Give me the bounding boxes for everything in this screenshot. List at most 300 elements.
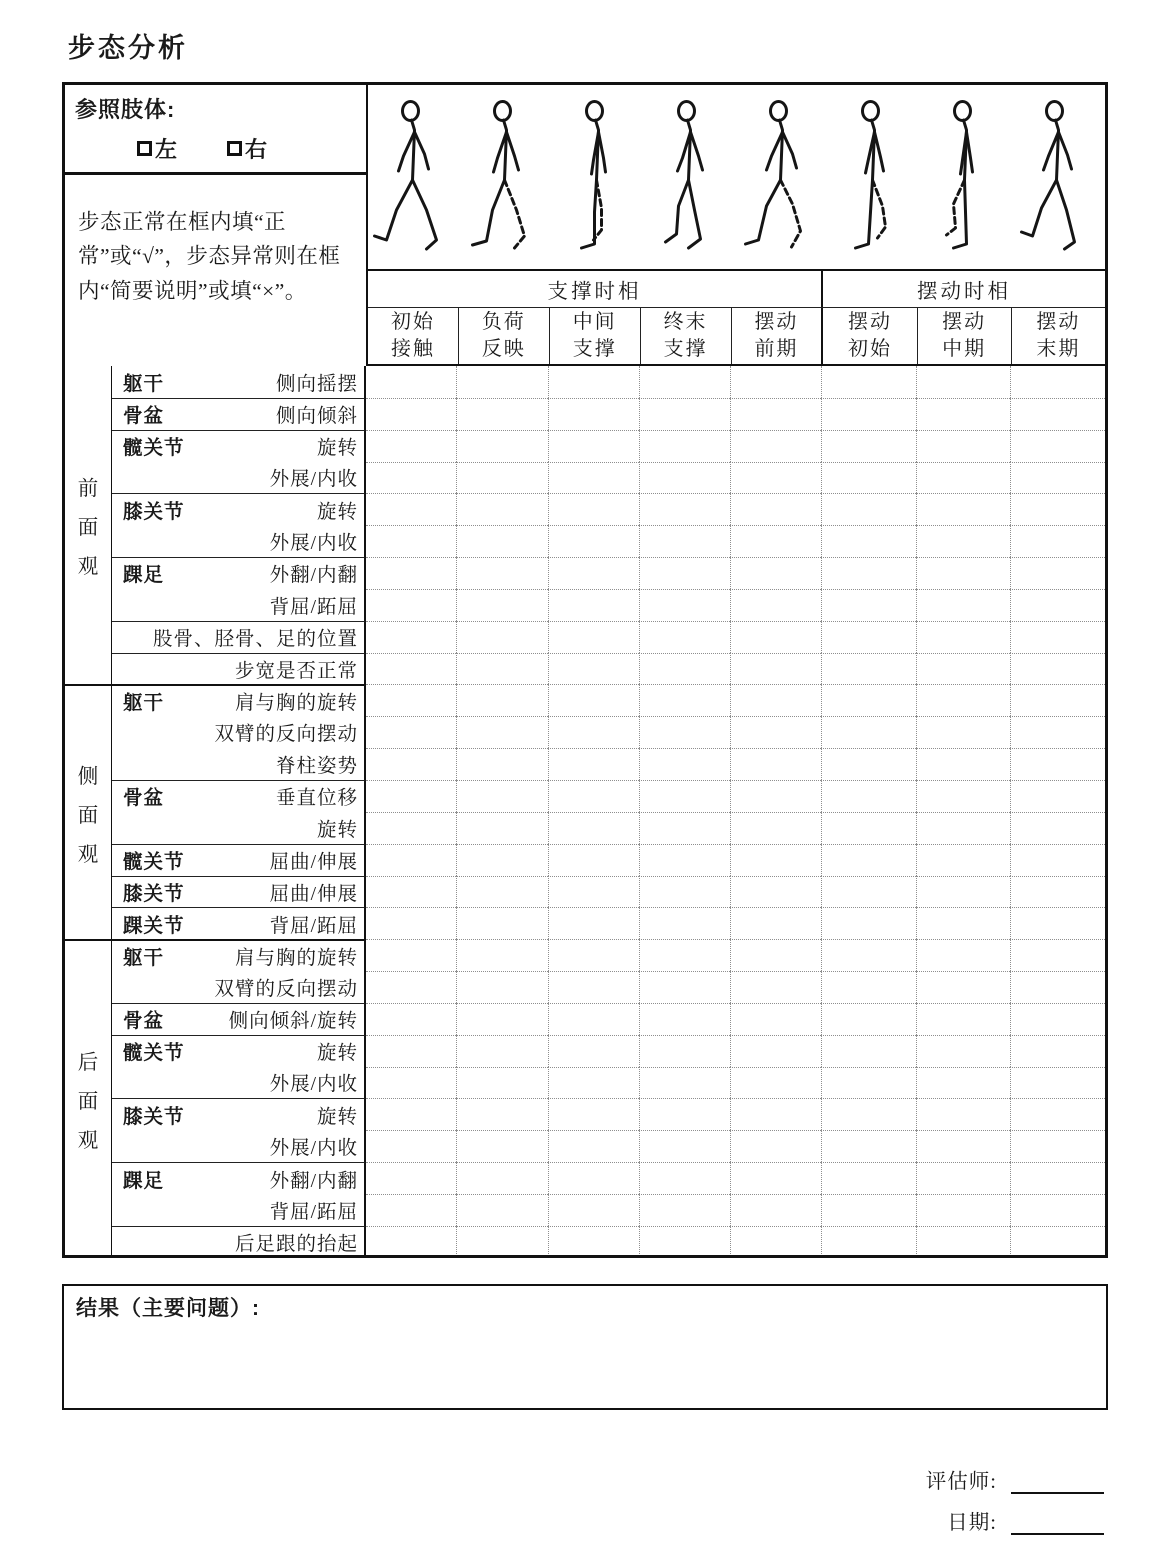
grade-cell[interactable]: [730, 398, 821, 430]
organ-label: 膝关节: [123, 882, 185, 905]
grade-cell[interactable]: [1010, 748, 1105, 780]
grade-cell[interactable]: [456, 1162, 547, 1194]
grade-cell[interactable]: [366, 366, 456, 398]
grade-cell[interactable]: [548, 844, 639, 876]
table-row: [112, 939, 1105, 971]
column-header: [731, 308, 822, 364]
grade-cell[interactable]: [639, 525, 730, 557]
table-row: [112, 430, 1105, 462]
grade-cell[interactable]: [1010, 366, 1105, 398]
view-label-char: 后: [77, 1052, 99, 1075]
observation-item-label: 旋转: [316, 1106, 358, 1128]
result-label: 结果（主要问题）:: [76, 1297, 260, 1320]
grade-cell[interactable]: [639, 716, 730, 748]
grade-cell[interactable]: [916, 1003, 1011, 1035]
grade-cell[interactable]: [821, 1067, 916, 1099]
grade-cell[interactable]: [639, 366, 730, 398]
grade-cell[interactable]: [730, 748, 821, 780]
grade-cell[interactable]: [456, 653, 547, 685]
grade-cell[interactable]: [730, 589, 821, 621]
grade-cell[interactable]: [916, 876, 1011, 908]
grade-cell[interactable]: [730, 557, 821, 589]
grade-cell[interactable]: [1010, 1067, 1105, 1099]
grade-cell[interactable]: [366, 780, 456, 812]
grade-cell[interactable]: [456, 971, 547, 1003]
table-row: [112, 1226, 1105, 1255]
grade-cell[interactable]: [366, 462, 456, 494]
grade-cell[interactable]: [639, 1130, 730, 1162]
grade-cell[interactable]: [730, 939, 821, 971]
observation-item-label: 屈曲/伸展: [269, 852, 358, 874]
grade-cell[interactable]: [1010, 462, 1105, 494]
row-label-cell: [112, 1067, 366, 1099]
grade-cell[interactable]: [821, 462, 916, 494]
grade-cell[interactable]: [639, 430, 730, 462]
assessor-row: [926, 1464, 1104, 1494]
grade-cell[interactable]: [821, 398, 916, 430]
grade-cell[interactable]: [916, 748, 1011, 780]
grade-cell[interactable]: [548, 653, 639, 685]
observation-item-label: 外展/内收: [269, 533, 358, 555]
grade-cell[interactable]: [730, 907, 821, 939]
view-label: [65, 939, 112, 1255]
grade-cell[interactable]: [821, 1098, 916, 1130]
grade-cell[interactable]: [456, 525, 547, 557]
grade-cell[interactable]: [916, 398, 1011, 430]
grade-cell[interactable]: [366, 1226, 456, 1255]
grade-cell[interactable]: [639, 1003, 730, 1035]
row-label-cell: [112, 1194, 366, 1226]
grade-cell[interactable]: [548, 525, 639, 557]
grade-cell[interactable]: [456, 1194, 547, 1226]
grade-cell[interactable]: [366, 430, 456, 462]
grade-cell[interactable]: [366, 557, 456, 589]
row-label-cell: [112, 907, 366, 939]
grade-cell[interactable]: [548, 589, 639, 621]
observation-item-label: 脊柱姿势: [275, 756, 358, 778]
grade-cell[interactable]: [821, 1194, 916, 1226]
row-label-cell: [112, 812, 366, 844]
grade-cell[interactable]: [366, 1035, 456, 1067]
grade-cell[interactable]: [456, 684, 547, 716]
grade-cell[interactable]: [548, 780, 639, 812]
grade-cell[interactable]: [821, 1162, 916, 1194]
grade-cell[interactable]: [730, 684, 821, 716]
table-row: [112, 557, 1105, 589]
observation-item-label: 侧向倾斜: [275, 406, 358, 428]
grade-cell[interactable]: [639, 1226, 730, 1255]
grade-cell[interactable]: [1010, 398, 1105, 430]
grade-cell[interactable]: [730, 1067, 821, 1099]
grade-cell[interactable]: [1010, 557, 1105, 589]
grade-cell[interactable]: [456, 1067, 547, 1099]
grade-cell[interactable]: [821, 589, 916, 621]
grade-cell[interactable]: [730, 430, 821, 462]
column-header-line: 中间: [572, 311, 617, 333]
grade-cell[interactable]: [639, 398, 730, 430]
grade-cell[interactable]: [456, 1035, 547, 1067]
row-label-cell: [112, 557, 366, 589]
grade-cell[interactable]: [821, 621, 916, 653]
table-row: [112, 907, 1105, 939]
grade-cell[interactable]: [548, 1003, 639, 1035]
grade-cell[interactable]: [1010, 653, 1105, 685]
table-row: [112, 780, 1105, 812]
grade-cell[interactable]: [916, 1067, 1011, 1099]
grade-cell[interactable]: [821, 684, 916, 716]
grade-cell[interactable]: [366, 1194, 456, 1226]
grade-cell[interactable]: [366, 716, 456, 748]
column-header-row: [368, 308, 1105, 366]
grade-cell[interactable]: [916, 1130, 1011, 1162]
table-row: [112, 525, 1105, 557]
column-header-line: 初始: [390, 311, 435, 333]
grade-cell[interactable]: [821, 366, 916, 398]
grade-cell[interactable]: [548, 684, 639, 716]
grade-cell[interactable]: [639, 939, 730, 971]
grade-cell[interactable]: [916, 1194, 1011, 1226]
grade-cell[interactable]: [916, 653, 1011, 685]
grade-cell[interactable]: [821, 525, 916, 557]
organ-label: 踝关节: [123, 914, 185, 937]
grade-cell[interactable]: [456, 589, 547, 621]
column-header-line: 摆动: [754, 311, 799, 333]
grade-cell[interactable]: [730, 525, 821, 557]
grade-cell[interactable]: [548, 1035, 639, 1067]
grade-cell[interactable]: [456, 748, 547, 780]
row-label-cell: [112, 525, 366, 557]
grade-cell[interactable]: [456, 1226, 547, 1255]
grade-cell[interactable]: [1010, 939, 1105, 971]
grade-cell[interactable]: [821, 939, 916, 971]
table-row: [112, 462, 1105, 494]
grade-cell[interactable]: [1010, 716, 1105, 748]
result-box[interactable]: [62, 1284, 1108, 1410]
grade-cell[interactable]: [821, 780, 916, 812]
grade-cell[interactable]: [916, 939, 1011, 971]
grade-cell[interactable]: [730, 366, 821, 398]
grade-cell[interactable]: [916, 1098, 1011, 1130]
grade-cell[interactable]: [916, 557, 1011, 589]
grade-cell[interactable]: [1010, 1003, 1105, 1035]
grade-cell[interactable]: [916, 493, 1011, 525]
grade-cell[interactable]: [639, 1098, 730, 1130]
grade-cell[interactable]: [639, 1194, 730, 1226]
grade-cell[interactable]: [456, 876, 547, 908]
grade-cell[interactable]: [730, 844, 821, 876]
column-header: [917, 308, 1011, 364]
grade-cell[interactable]: [639, 780, 730, 812]
grade-cell[interactable]: [548, 430, 639, 462]
grade-cell[interactable]: [456, 844, 547, 876]
grade-cell[interactable]: [821, 844, 916, 876]
grade-cell[interactable]: [639, 876, 730, 908]
grade-cell[interactable]: [1010, 1162, 1105, 1194]
grade-cell[interactable]: [821, 748, 916, 780]
grade-cell[interactable]: [1010, 1226, 1105, 1255]
grade-cell[interactable]: [821, 1035, 916, 1067]
grade-cell[interactable]: [548, 1130, 639, 1162]
grade-cell[interactable]: [456, 812, 547, 844]
grade-cell[interactable]: [366, 493, 456, 525]
grade-cell[interactable]: [821, 557, 916, 589]
grade-cell[interactable]: [821, 1130, 916, 1162]
observation-item-label: 后足跟的抬起: [234, 1234, 358, 1255]
observation-item-label: 股骨、胫骨、足的位置: [152, 629, 358, 651]
grade-cell[interactable]: [639, 621, 730, 653]
grade-cell[interactable]: [1010, 1035, 1105, 1067]
grade-cell[interactable]: [821, 493, 916, 525]
grade-cell[interactable]: [456, 1098, 547, 1130]
gait-cycle-figures-image: [368, 85, 1105, 271]
grade-cell[interactable]: [639, 684, 730, 716]
grade-cell[interactable]: [548, 398, 639, 430]
grade-cell[interactable]: [916, 1162, 1011, 1194]
grade-cell[interactable]: [730, 1162, 821, 1194]
grade-cell[interactable]: [366, 1098, 456, 1130]
grade-cell[interactable]: [548, 971, 639, 1003]
grade-cell[interactable]: [916, 812, 1011, 844]
grade-cell[interactable]: [1010, 493, 1105, 525]
reference-limb-label: 参照肢体:: [75, 97, 176, 122]
grade-cell[interactable]: [548, 716, 639, 748]
grade-cell[interactable]: [730, 971, 821, 1003]
grade-cell[interactable]: [730, 1035, 821, 1067]
grade-cell[interactable]: [456, 939, 547, 971]
table-row: [112, 971, 1105, 1003]
grade-cell[interactable]: [1010, 876, 1105, 908]
row-label-cell: [112, 398, 366, 430]
grade-cell[interactable]: [730, 1226, 821, 1255]
grade-cell[interactable]: [639, 907, 730, 939]
grade-cell[interactable]: [730, 621, 821, 653]
grade-cell[interactable]: [548, 876, 639, 908]
grade-cell[interactable]: [366, 525, 456, 557]
grade-cell[interactable]: [548, 493, 639, 525]
grade-cell[interactable]: [366, 907, 456, 939]
grade-cell[interactable]: [916, 780, 1011, 812]
grade-cell[interactable]: [548, 621, 639, 653]
grade-cell[interactable]: [366, 1130, 456, 1162]
grade-cell[interactable]: [639, 971, 730, 1003]
table-row: [112, 1003, 1105, 1035]
grade-cell[interactable]: [639, 1067, 730, 1099]
date-signature-line[interactable]: [1011, 1513, 1104, 1535]
grade-cell[interactable]: [916, 589, 1011, 621]
organ-label: 髋关节: [123, 851, 185, 874]
grade-cell[interactable]: [916, 430, 1011, 462]
grade-cell[interactable]: [1010, 1194, 1105, 1226]
grade-cell[interactable]: [730, 876, 821, 908]
organ-label: 膝关节: [123, 500, 185, 523]
grade-cell[interactable]: [548, 1067, 639, 1099]
grade-cell[interactable]: [916, 971, 1011, 1003]
assessor-signature-line[interactable]: [1011, 1472, 1104, 1494]
section-rows: [112, 684, 1105, 939]
grade-cell[interactable]: [821, 430, 916, 462]
grade-cell[interactable]: [548, 748, 639, 780]
grade-cell[interactable]: [916, 907, 1011, 939]
grade-cell[interactable]: [730, 1194, 821, 1226]
row-label-cell: [112, 780, 366, 812]
grade-cell[interactable]: [730, 493, 821, 525]
grade-cell[interactable]: [366, 621, 456, 653]
grade-cell[interactable]: [639, 653, 730, 685]
observation-item-label: 肩与胸的旋转: [234, 693, 358, 715]
grade-cell[interactable]: [1010, 812, 1105, 844]
grade-cell[interactable]: [548, 462, 639, 494]
grade-cell[interactable]: [1010, 971, 1105, 1003]
grade-cell[interactable]: [456, 430, 547, 462]
grade-cell[interactable]: [366, 812, 456, 844]
grade-cell[interactable]: [456, 1130, 547, 1162]
table-row: [112, 653, 1105, 685]
grade-cell[interactable]: [821, 716, 916, 748]
grade-cell[interactable]: [639, 589, 730, 621]
grade-cell[interactable]: [916, 462, 1011, 494]
grade-cell[interactable]: [639, 748, 730, 780]
grade-cell[interactable]: [366, 653, 456, 685]
grade-cell[interactable]: [366, 939, 456, 971]
page-title: 步态分析: [68, 33, 188, 63]
grade-cell[interactable]: [1010, 430, 1105, 462]
grade-cell[interactable]: [639, 557, 730, 589]
grade-cell[interactable]: [916, 1226, 1011, 1255]
grade-cell[interactable]: [366, 1003, 456, 1035]
grade-cell[interactable]: [456, 398, 547, 430]
grade-cell[interactable]: [366, 748, 456, 780]
grade-cell[interactable]: [730, 1003, 821, 1035]
view-label-char: 侧: [77, 765, 99, 788]
grade-cell[interactable]: [916, 525, 1011, 557]
table-row: [112, 812, 1105, 844]
grade-cell[interactable]: [548, 1194, 639, 1226]
phase-header-stance: 支撑时相: [547, 281, 642, 303]
grade-cell[interactable]: [916, 1035, 1011, 1067]
column-header-line: 支撑: [572, 338, 617, 360]
grade-cell[interactable]: [639, 493, 730, 525]
grade-cell[interactable]: [730, 1130, 821, 1162]
grade-cell[interactable]: [730, 1098, 821, 1130]
grade-cell[interactable]: [366, 398, 456, 430]
grade-cell[interactable]: [1010, 1098, 1105, 1130]
grade-cell[interactable]: [821, 1226, 916, 1255]
checkbox-right[interactable]: [227, 133, 267, 164]
grade-cell[interactable]: [639, 844, 730, 876]
row-label-cell: [112, 1162, 366, 1194]
grade-cell[interactable]: [730, 462, 821, 494]
grade-cell[interactable]: [1010, 684, 1105, 716]
grade-cell[interactable]: [1010, 907, 1105, 939]
grade-cell[interactable]: [730, 716, 821, 748]
grade-cell[interactable]: [548, 939, 639, 971]
grade-cell[interactable]: [548, 366, 639, 398]
grade-cell[interactable]: [639, 462, 730, 494]
checkbox-right-box-icon[interactable]: [227, 141, 242, 156]
grade-cell[interactable]: [730, 653, 821, 685]
grade-cell[interactable]: [730, 780, 821, 812]
grade-cell[interactable]: [1010, 780, 1105, 812]
grade-cell[interactable]: [821, 1003, 916, 1035]
grade-cell[interactable]: [456, 462, 547, 494]
grade-cell[interactable]: [456, 621, 547, 653]
grade-cell[interactable]: [456, 716, 547, 748]
table-body: [65, 366, 1105, 1255]
grade-cell[interactable]: [548, 907, 639, 939]
observation-item-label: 垂直位移: [275, 788, 358, 810]
grade-cell[interactable]: [548, 1226, 639, 1255]
grade-cell[interactable]: [821, 812, 916, 844]
column-header-line: 摆动: [942, 311, 987, 333]
grade-cell[interactable]: [456, 557, 547, 589]
grade-cell[interactable]: [821, 653, 916, 685]
checkbox-left[interactable]: [137, 133, 177, 164]
view-label-char: 面: [77, 804, 99, 827]
grade-cell[interactable]: [456, 1003, 547, 1035]
view-label-char: 观: [77, 556, 99, 579]
grade-cell[interactable]: [366, 971, 456, 1003]
row-label-cell: [112, 1130, 366, 1162]
column-header-line: 摆动: [847, 311, 892, 333]
table-row: [112, 748, 1105, 780]
grade-cell[interactable]: [639, 812, 730, 844]
top-left-column: [65, 85, 368, 366]
grade-cell[interactable]: [366, 876, 456, 908]
grade-cell[interactable]: [548, 812, 639, 844]
grade-cell[interactable]: [1010, 1130, 1105, 1162]
grade-cell[interactable]: [821, 907, 916, 939]
grade-cell[interactable]: [456, 907, 547, 939]
grade-cell[interactable]: [366, 684, 456, 716]
grade-cell[interactable]: [639, 1162, 730, 1194]
grade-cell[interactable]: [366, 1067, 456, 1099]
grade-cell[interactable]: [1010, 525, 1105, 557]
grade-cell[interactable]: [1010, 844, 1105, 876]
row-label-cell: [112, 876, 366, 908]
view-label: [65, 366, 112, 684]
organ-label: 膝关节: [123, 1105, 185, 1128]
grade-cell[interactable]: [916, 716, 1011, 748]
grade-cell[interactable]: [456, 493, 547, 525]
grade-cell[interactable]: [916, 366, 1011, 398]
grade-cell[interactable]: [366, 844, 456, 876]
table-top: [65, 85, 1105, 366]
grade-cell[interactable]: [548, 1162, 639, 1194]
organ-label: 骨盆: [123, 787, 165, 810]
grade-cell[interactable]: [548, 1098, 639, 1130]
grade-cell[interactable]: [821, 876, 916, 908]
grade-cell[interactable]: [1010, 589, 1105, 621]
grade-cell[interactable]: [916, 684, 1011, 716]
view-label: [65, 684, 112, 939]
grade-cell[interactable]: [366, 1162, 456, 1194]
grade-cell[interactable]: [456, 780, 547, 812]
grade-cell[interactable]: [456, 366, 547, 398]
grade-cell[interactable]: [1010, 621, 1105, 653]
row-label-cell: [112, 1035, 366, 1067]
grade-cell[interactable]: [916, 621, 1011, 653]
grade-cell[interactable]: [821, 971, 916, 1003]
grade-cell[interactable]: [639, 1035, 730, 1067]
grade-cell[interactable]: [916, 844, 1011, 876]
grade-cell[interactable]: [730, 812, 821, 844]
grade-cell[interactable]: [548, 557, 639, 589]
checkbox-right-label: 右: [245, 137, 268, 162]
grade-cell[interactable]: [366, 589, 456, 621]
column-header: [549, 308, 640, 364]
checkbox-left-box-icon[interactable]: [137, 141, 152, 156]
assessor-label: 评估师:: [925, 1471, 997, 1493]
